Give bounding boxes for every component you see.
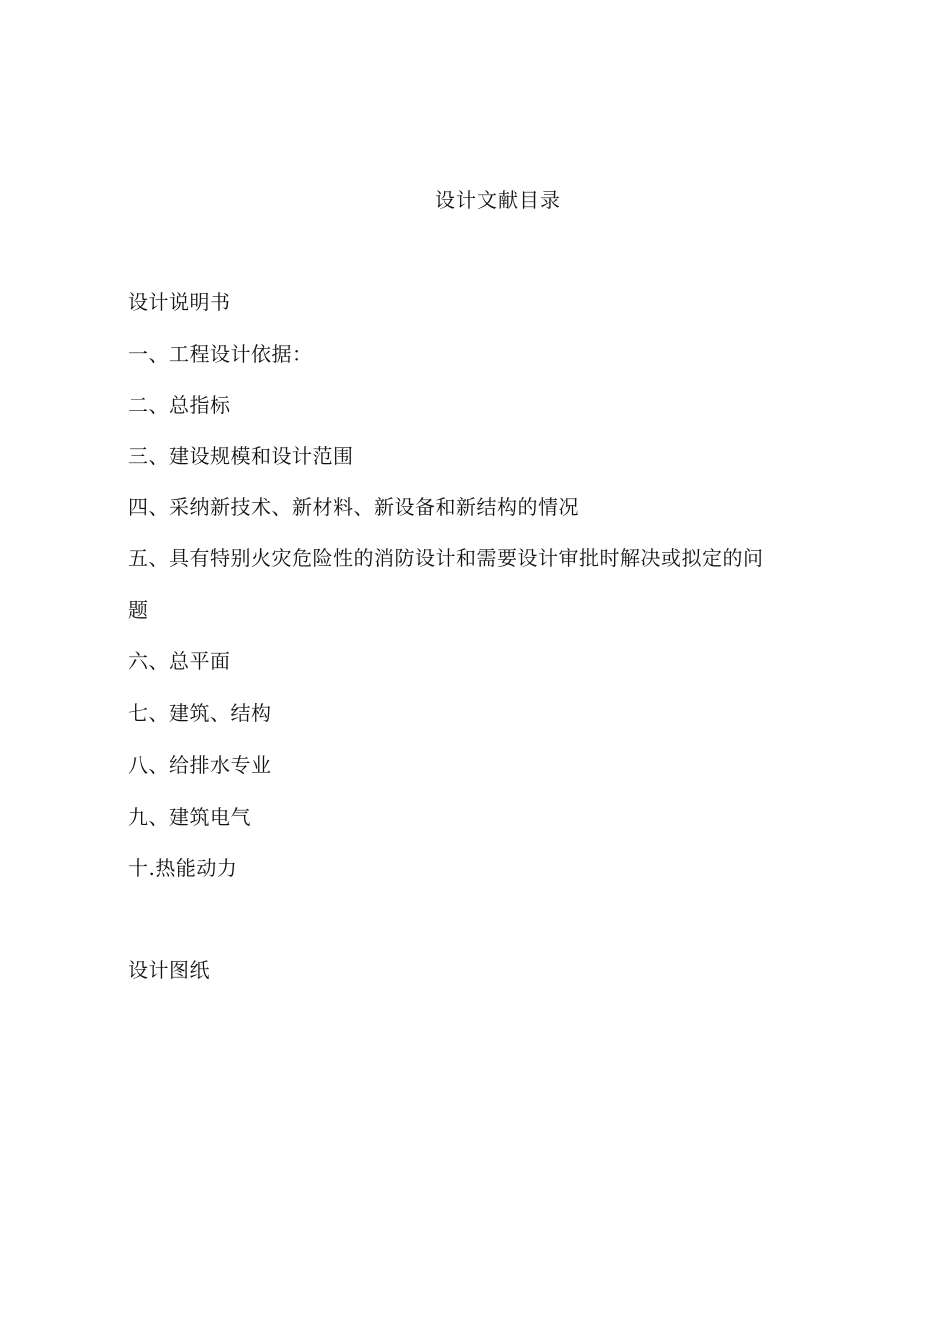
toc-item: 五、具有特别火灾危险性的消防设计和需要设计审批时解决或拟定的问 (128, 546, 764, 570)
toc-item: 一、工程设计依据： (128, 342, 313, 366)
toc-item: 四、采纳新技术、新材料、新设备和新结构的情况 (128, 495, 579, 519)
toc-item: 三、建设规模和设计范围 (128, 444, 354, 468)
document-title: 设计文献目录 (435, 188, 561, 212)
toc-item: 七、建筑、结构 (128, 701, 272, 725)
toc-item: 十.热能动力 (128, 856, 238, 880)
toc-item: 六、总平面 (128, 649, 231, 673)
toc-item: 八、给排水专业 (128, 753, 272, 777)
section-heading-design-drawings: 设计图纸 (128, 958, 210, 982)
toc-item-continuation: 题 (128, 598, 149, 622)
toc-item: 九、建筑电气 (128, 805, 251, 829)
toc-item: 二、总指标 (128, 393, 231, 417)
section-heading-design-specification: 设计说明书 (128, 290, 231, 314)
